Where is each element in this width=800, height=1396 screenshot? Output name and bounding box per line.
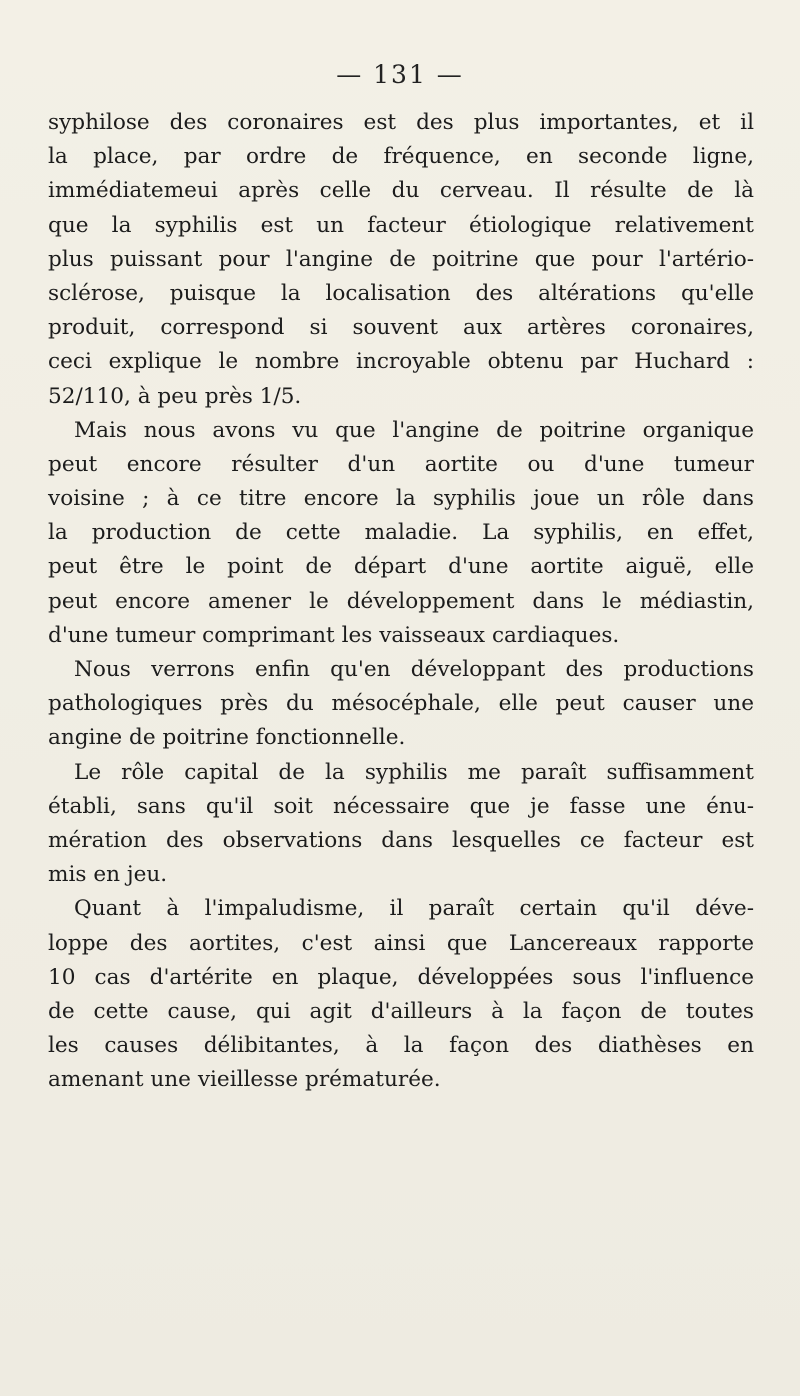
text-line: Quant à l'impaludisme, il paraît certain qu'il déve- [74, 896, 754, 922]
paragraph [48, 892, 754, 1097]
page-number: — 131 — [336, 60, 464, 89]
body-text [48, 106, 754, 1097]
text-line: peut encore résulter d'un aortite ou d'une tumeur [48, 451, 754, 477]
text-line: ceci explique le nombre incroyable obtenu par Huchard : [48, 349, 754, 375]
text-line: amenant une vieillesse prématurée. [48, 1067, 441, 1093]
text-line: mération des observations dans lesquelles ce facteur est [48, 827, 754, 853]
text-line: loppe des aortites, c'est ainsi que Lancereaux rapporte [48, 930, 754, 956]
paragraph [48, 414, 754, 653]
text-line: immédiatemeui après celle du cerveau. Il résulte de là [48, 178, 754, 204]
text-line: les causes délibitantes, à la façon des diathèses en [48, 1033, 754, 1059]
paragraph [48, 653, 754, 756]
text-line: pathologiques près du mésocéphale, elle peut causer une [48, 691, 754, 717]
text-line: Nous verrons enfin qu'en développant des productions [74, 657, 754, 682]
text-line: angine de poitrine fonctionnelle. [48, 725, 406, 751]
text-line: sclérose, puisque la localisation des altérations qu'elle [48, 280, 754, 306]
text-line: établi, sans qu'il soit nécessaire que je fasse une énu- [48, 793, 754, 819]
paragraph [48, 106, 754, 414]
text-line: plus puissant pour l'angine de poitrine que pour l'artério- [48, 246, 754, 272]
text-line: voisine ; à ce titre encore la syphilis joue un rôle dans [48, 486, 754, 512]
text-line: d'une tumeur comprimant les vaisseaux cardiaques. [48, 622, 620, 648]
paragraph [48, 756, 754, 893]
text-line: Mais nous avons vu que l'angine de poitrine organique [74, 417, 754, 443]
text-line: mis en jeu. [48, 862, 168, 888]
text-line: la production de cette maladie. La syphilis, en effet, [48, 520, 754, 546]
text-line: Le rôle capital de la syphilis me paraît suffisamment [74, 759, 754, 785]
text-line: produit, correspond si souvent aux artères coronaires, [48, 315, 754, 341]
text-line: la place, par ordre de fréquence, en seconde ligne, [48, 144, 754, 170]
text-line: syphilose des coronaires est des plus importantes, et il [48, 110, 754, 135]
text-line: de cette cause, qui agit d'ailleurs à la façon de toutes [48, 998, 754, 1024]
text-line: 52/110, à peu près 1/5. [48, 383, 302, 409]
text-line: que la syphilis est un facteur étiologique relativement [48, 212, 754, 238]
text-line: peut encore amener le développement dans le médiastin, [48, 588, 754, 614]
text-line: 10 cas d'artérite en plaque, développées sous l'influence [48, 964, 754, 990]
text-line: peut être le point de départ d'une aortite aiguë, elle [48, 554, 754, 580]
